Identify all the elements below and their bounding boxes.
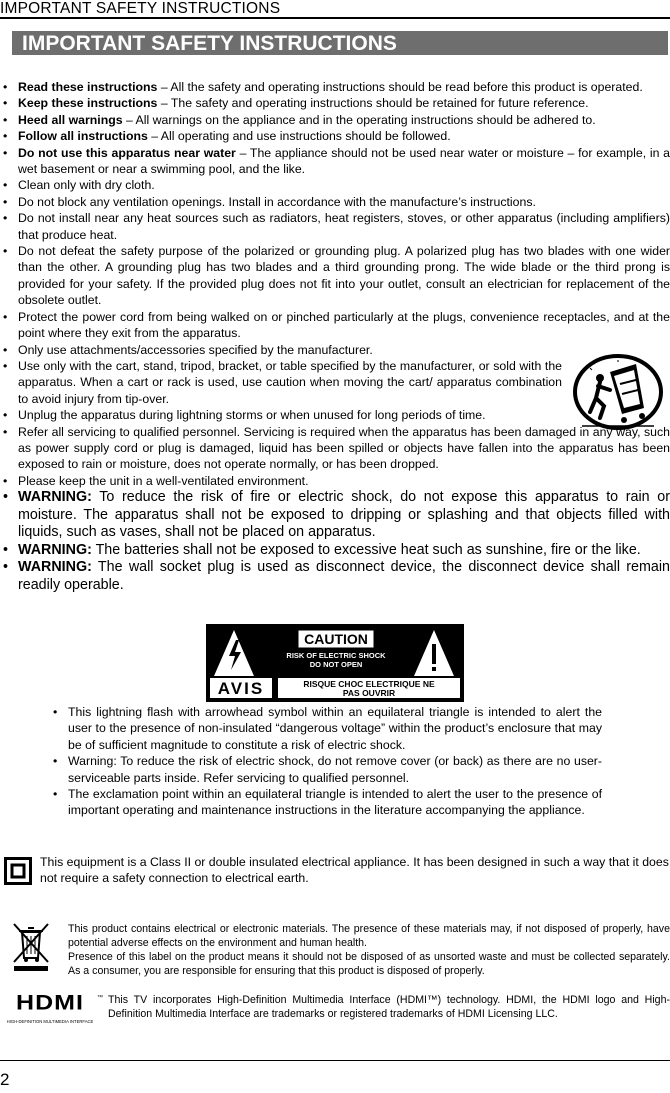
weee-paragraph: This product contains electrical or electronic materials. The presence of these materials may, if not disposed of properly, have potential adverse effects on the environment and human health. [68,923,670,949]
instruction-item: • Unplug the apparatus during lightning storms or when unused for long periods of time. [0,407,670,423]
instruction-item: • Read these instructions – All the safety and operating instructions should be read before this product is operated. [0,79,670,95]
risque-line-1: RISQUE CHOC ELECTRIQUE NE [303,679,435,689]
risque-line-2: PAS OUVRIR [342,688,396,698]
class2-statement: This equipment is a Class II or double insulated electrical appliance. It has been designed in such a way that it does not require a safety connection to electrical earth. [40,855,669,886]
hdmi-trademark-statement: This TV incorporates High-Definition Multimedia Interface (HDMI™) technology. HDMI, the HDMI logo and High-Definition Multimedia Interface are trademarks or registered trademarks of HDMI Licensing LLC. [108,994,670,1020]
warning-item: • WARNING: The batteries shall not be exposed to excessive heat such as sunshine, fire or the like. [0,542,670,560]
symbol-note: • The exclamation point within an equilateral triangle is intended to alert the user to the presence of important operating and maintenance instructions in the literature accompanying the appliance. [50,786,602,819]
instruction-item: • Do not use this apparatus near water – The appliance should not be used near water or moisture – for example, in a wet basement or near a swimming pool, and the like. [0,145,670,178]
weee-statement [68,922,670,978]
avis-label-text: AVIS [217,679,265,698]
instruction-item: • Please keep the unit in a well-ventilated environment. [0,473,670,489]
symbol-note: • Warning: To reduce the risk of electric shock, do not remove cover (or back) as there are no user-serviceable parts inside. Refer servicing to qualified personnel. [50,753,602,786]
section-banner: IMPORTANT SAFETY INSTRUCTIONS [12,31,668,55]
svg-text:™: ™ [97,995,103,1001]
instruction-item: • Do not install near any heat sources such as radiators, heat registers, stoves, or other apparatus (including amplifiers) that produce heat. [0,210,670,243]
svg-text:HIGH-DEFINITION MULTIMEDIA INT: HIGH-DEFINITION MULTIMEDIA INTERFACE [6,1019,94,1024]
header-divider [0,17,670,19]
instruction-item: • Do not defeat the safety purpose of the polarized or grounding plug. A polarized plug has two blades with one wider than the other. A grounding plug has two blades and a third grounding prong. The wide blade or the third prong is provided for your safety. If the provided plug does not fit into your outlet, consult an electrician for replacement of the obsolete outlet. [0,243,670,309]
instruction-item: • Follow all instructions – All operating and use instructions should be followed. [0,128,670,144]
instruction-item: • Keep these instructions – The safety and operating instructions should be retained for future reference. [0,95,670,111]
warning-item: • WARNING: The wall socket plug is used as disconnect device, the disconnect device shall remain readily operable. [0,559,670,594]
instruction-item: • Clean only with dry cloth. [0,177,670,193]
instruction-item: • Only use attachments/accessories specified by the manufacturer. [0,342,670,358]
risk-line-1: RISK OF ELECTRIC SHOCK [286,651,386,660]
hdmi-logo [0,991,104,1027]
risk-line-2: DO NOT OPEN [309,660,363,669]
safety-instruction-list [0,79,670,594]
running-header: IMPORTANT SAFETY INSTRUCTIONS [0,0,281,17]
double-insulation-icon [4,857,32,885]
instruction-item-cart: • Use only with the cart, stand, tripod, bracket, or table specified by the manufacturer, or sold with the apparatus. When a cart or rack is used, use caution when moving the cart/ apparatus combination to avoid injury from tip-over. [0,358,670,407]
warning-item: • WARNING: To reduce the risk of fire or electric shock, do not expose this apparatus to rain or moisture. The apparatus shall not be exposed to dripping or splashing and that objects filled with liquids, such as vases, shall not be placed on apparatus. [0,489,670,542]
caution-label-text: CAUTION [304,631,368,647]
instruction-item: • Heed all warnings – All warnings on the appliance and in the operating instructions should be adhered to. [0,112,670,128]
weee-crossed-bin-icon [10,920,52,972]
instruction-item: • Refer all servicing to qualified personnel. Servicing is required when the apparatus has been damaged in any way, such as power supply cord or plug is damaged, liquid has been spilled or objects have fallen into the apparatus has been exposed to rain or moisture, does not operate normally, or has been dropped. [0,424,670,473]
symbol-explanation-list [50,704,602,819]
svg-text:HDMI: HDMI [16,991,84,1015]
footer-divider [0,1060,670,1061]
symbol-note: • This lightning flash with arrowhead symbol within an equilateral triangle is intended to alert the user to the presence of non-insulated “dangerous voltage” within the product’s enclosure that may be of sufficient magnitude to constitute a risk of electric shock. [50,704,602,753]
instruction-item: • Do not block any ventilation openings. Install in accordance with the manufacture’s instructions. [0,194,670,210]
caution-shock-label [206,624,464,702]
cart-tip-over-icon [570,354,666,434]
page-number: 2 [0,1070,10,1089]
instruction-item: • Protect the power cord from being walked on or pinched particularly at the plugs, convenience receptacles, and at the point where they exit from the apparatus. [0,309,670,342]
weee-paragraph: Presence of this label on the product means it should not be disposed of as unsorted waste and must be collected separately. As a consumer, you are responsible for ensuring that this product is disposed of properly. [68,951,670,977]
